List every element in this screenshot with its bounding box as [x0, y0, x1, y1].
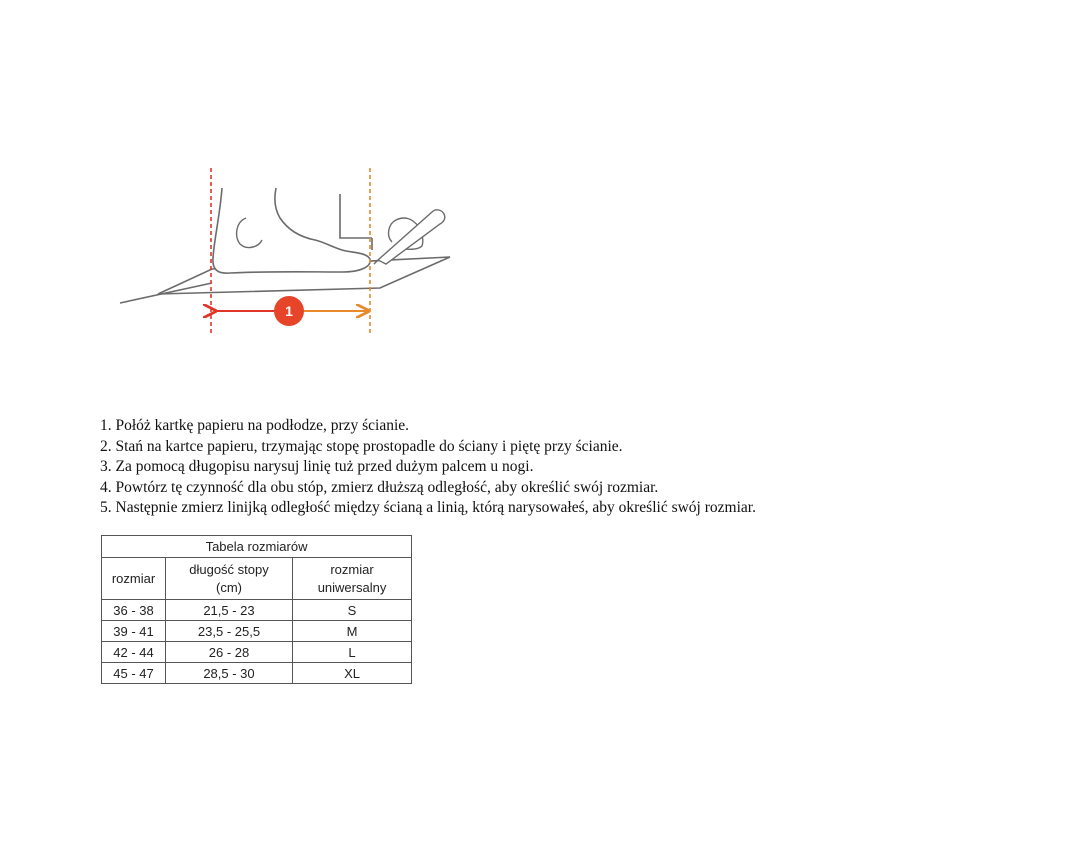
- instruction-step-3: 3. Za pomocą długopisu narysuj linię tuż przed dużym palcem u nogi.: [100, 458, 534, 475]
- instruction-step-5: 5. Następnie zmierz linijką odległość między ścianą a linią, którą narysowałeś, aby określić swój rozmiar.: [100, 499, 756, 516]
- instruction-step-1: 1. Połóż kartkę papieru na podłodze, przy ścianie.: [100, 417, 410, 434]
- cell-size: 39 - 41: [102, 621, 166, 642]
- size-table-caption: Tabela rozmiarów: [102, 536, 412, 558]
- size-table: [101, 535, 412, 684]
- step-marker-label: 1: [285, 303, 293, 319]
- table-row: [102, 663, 412, 684]
- table-row: [102, 600, 412, 621]
- header-foot-length-line2: (cm): [216, 579, 242, 595]
- header-foot-length: [166, 558, 293, 600]
- cell-size: 42 - 44: [102, 642, 166, 663]
- table-row: [102, 642, 412, 663]
- header-universal-size-line2: uniwersalny: [317, 579, 387, 595]
- cell-universal-size: XL: [293, 663, 412, 684]
- foot-measurement-illustration: [110, 160, 460, 340]
- cell-universal-size: L: [293, 642, 412, 663]
- instruction-step-2: 2. Stań na kartce papieru, trzymając stopę prostopadle do ściany i piętę przy ścianie.: [100, 437, 623, 455]
- measurement-instructions: [100, 416, 756, 519]
- pen-icon: [378, 210, 445, 264]
- cell-foot-length: 28,5 - 30: [166, 663, 293, 684]
- cell-universal-size: S: [293, 600, 412, 621]
- instruction-step-4: 4. Powtórz tę czynność dla obu stóp, zmierz dłuższą odległość, aby określić swój rozmiar.: [100, 478, 659, 496]
- table-row: [102, 621, 412, 642]
- header-foot-length-line1: długość stopy: [189, 561, 269, 577]
- cell-foot-length: 21,5 - 23: [166, 600, 293, 621]
- cell-size: 45 - 47: [102, 663, 166, 684]
- cell-foot-length: 23,5 - 25,5: [166, 621, 293, 642]
- header-universal-size: [293, 558, 412, 600]
- header-universal-size-line1: rozmiar: [330, 561, 374, 577]
- cell-size: 36 - 38: [102, 600, 166, 621]
- cell-foot-length: 26 - 28: [166, 642, 293, 663]
- cell-universal-size: M: [293, 621, 412, 642]
- header-size: rozmiar: [102, 558, 166, 600]
- wall: [340, 194, 372, 238]
